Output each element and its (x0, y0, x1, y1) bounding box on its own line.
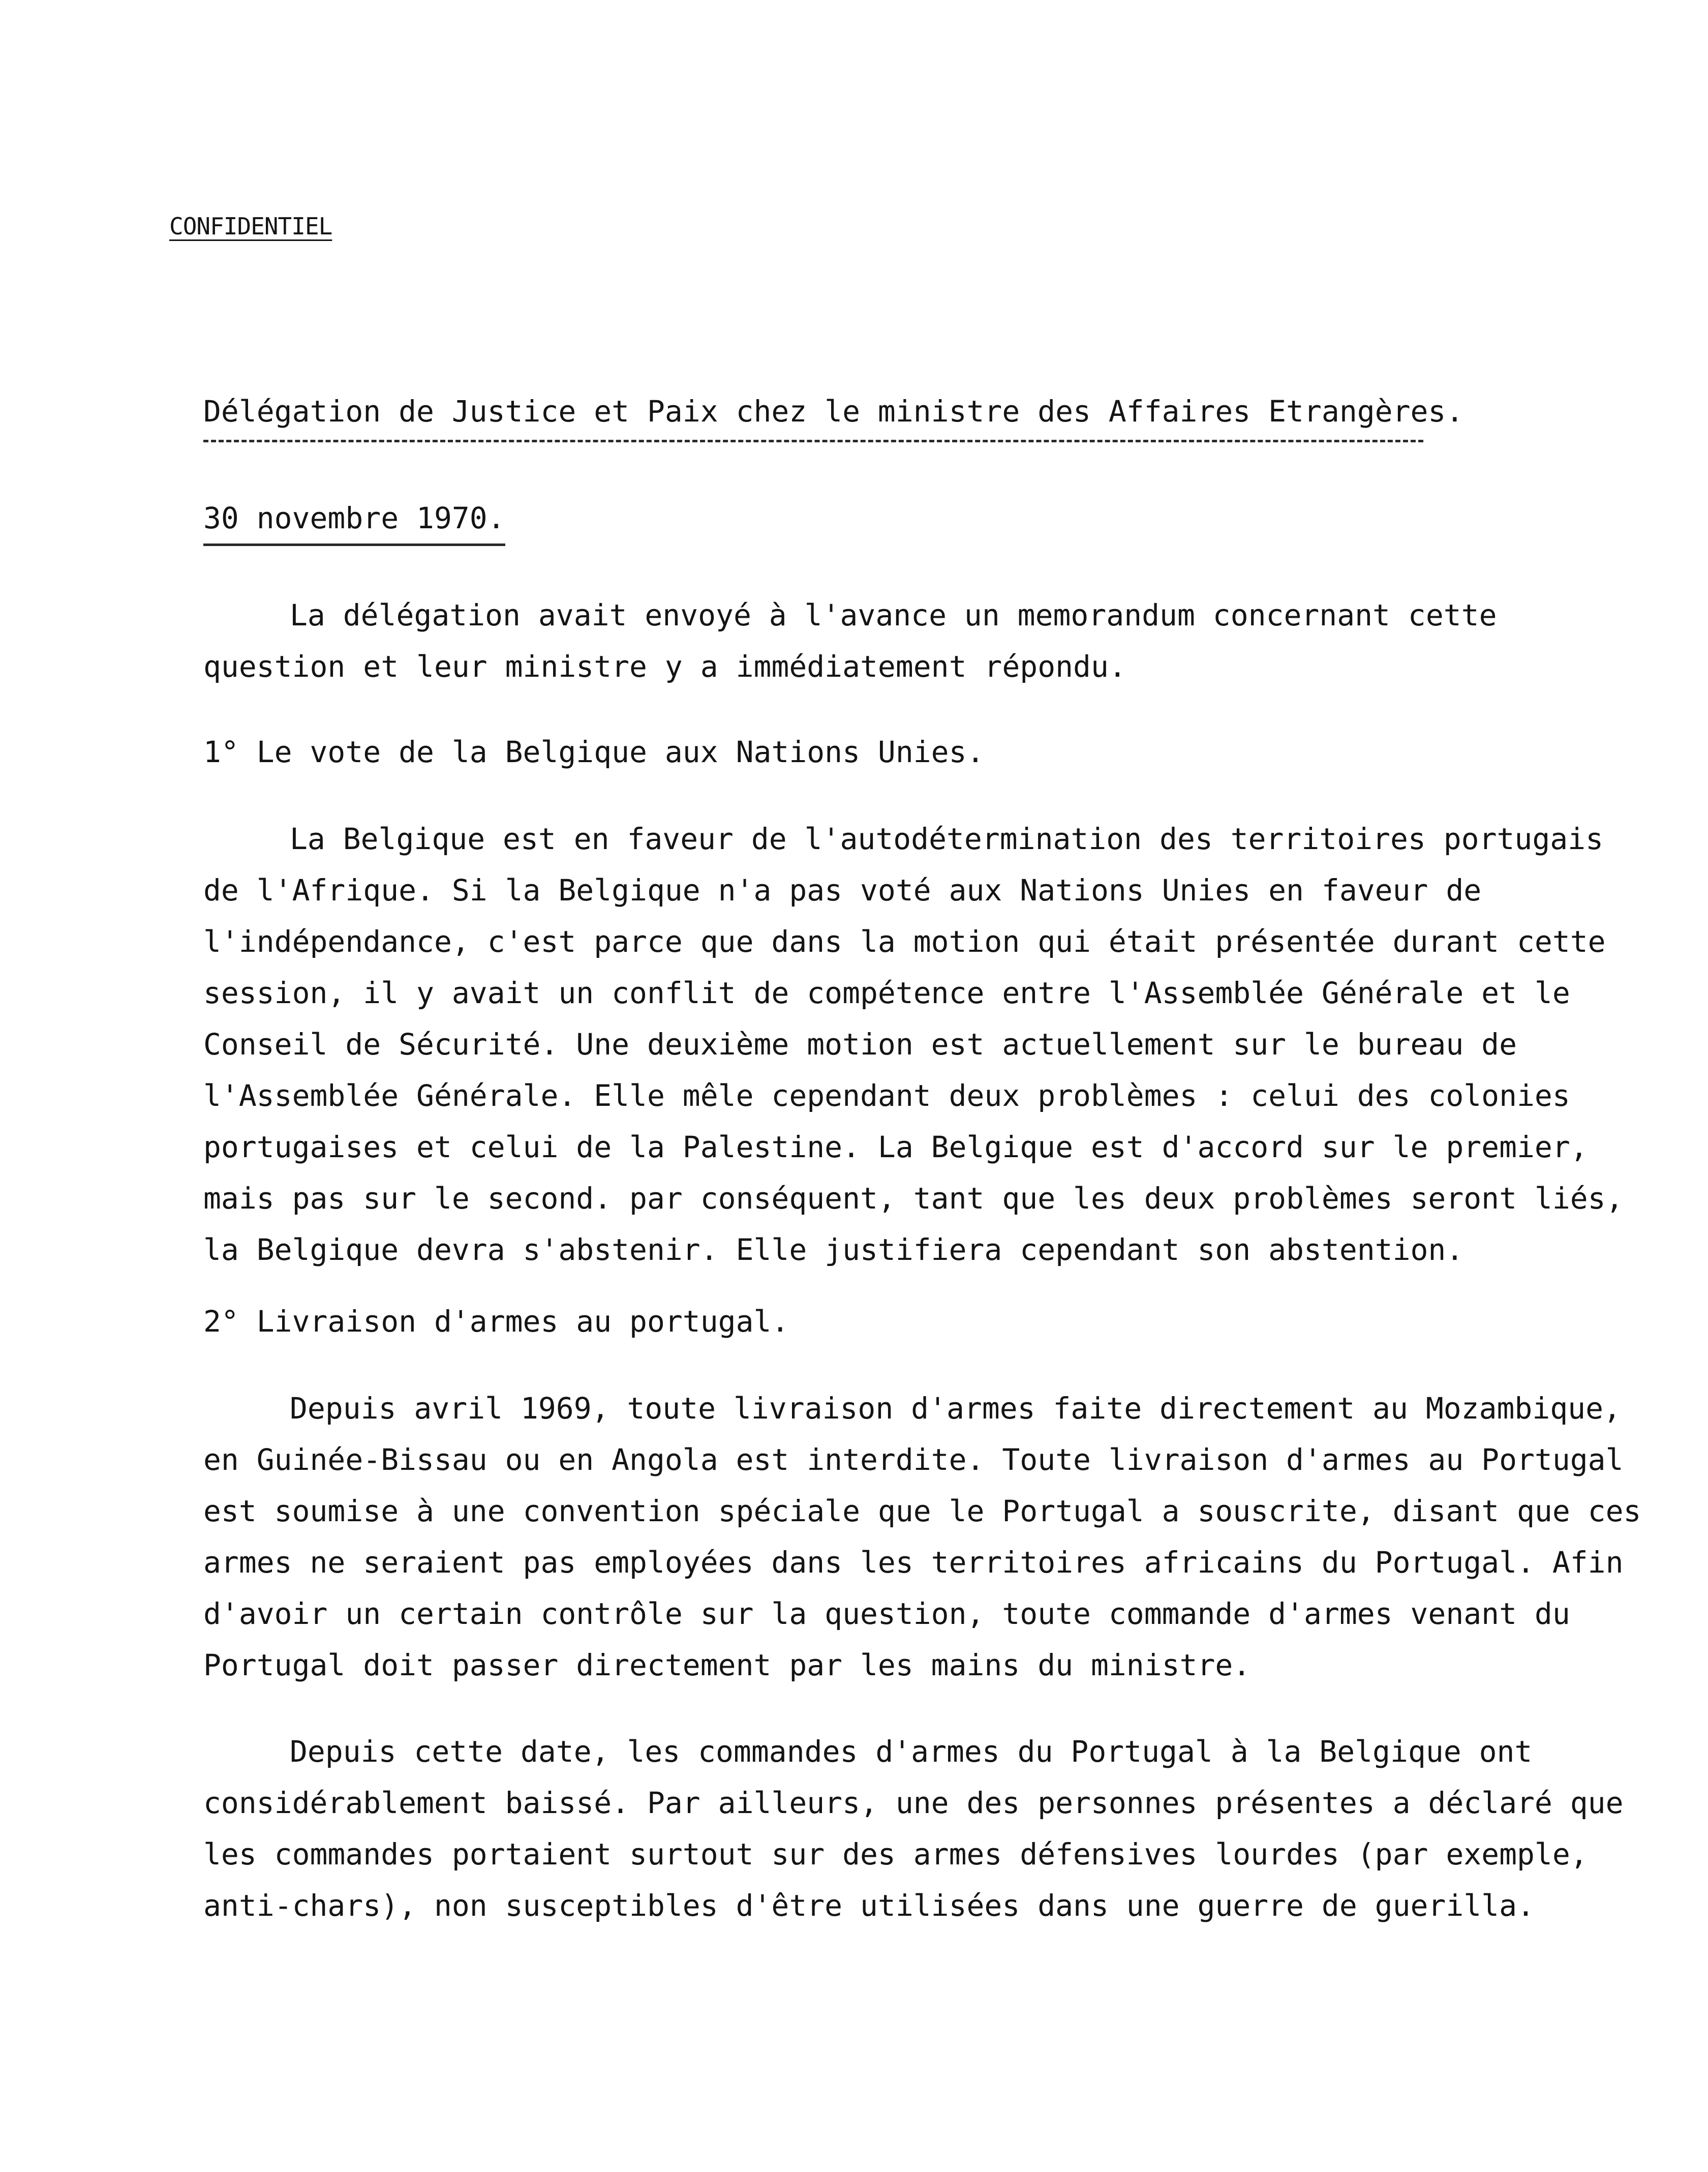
document-date: 30 novembre 1970. (203, 501, 505, 546)
section-arms-paragraph-2: Depuis cette date, les commandes d'armes du Portugal à la Belgique ont considérablement baissé. Par ailleurs, une des personnes présentes a déclaré que les commandes portaient surtout sur des armes défensives lourdes (par exemple, anti-chars), non susceptibles d'être utilisées dans une guerre de guerilla. (203, 1734, 1624, 1923)
classification-label: CONFIDENTIEL (169, 213, 332, 240)
section-heading-vote: 1° Le vote de la Belgique aux Nations Unies. (203, 735, 985, 769)
intro-paragraph: La délégation avait envoyé à l'avance un memorandum concernant cette question et leur ministre y a immédiatement répondu. (203, 598, 1497, 684)
document-title: Délégation de Justice et Paix chez le ministre des Affaires Etrangères. (203, 394, 1423, 442)
section-vote-paragraph: La Belgique est en faveur de l'autodétermination des territoires portugais de l'Afrique. Si la Belgique n'a pas voté aux Nations Unies en faveur de l'indépendance, c'est parce que dans la motion qui était présentée durant cette session, il y avait un conflit de compétence entre l'Assemblée Générale et le Conseil de Sécurité. Une deuxième motion est actuellement sur le bureau de l'Assemblée Générale. Elle mêle cependant deux problèmes : celui des colonies portugaises et celui de la Palestine. La Belgique est d'accord sur le premier, mais pas sur le second. par conséquent, tant que les deux problèmes seront liés, la Belgique devra s'abstenir. Elle justifiera cependant son abstention. (203, 822, 1624, 1267)
section-arms-paragraph-1: Depuis avril 1969, toute livraison d'armes faite directement au Mozambique, en Guinée-Bissau ou en Angola est interdite. Toute livraison d'armes au Portugal est soumise à une convention spéciale que le Portugal a souscrite, disant que ces armes ne seraient pas employées dans les territoires africains du Portugal. Afin d'avoir un certain contrôle sur la question, toute commande d'armes venant du Portugal doit passer directement par les mains du ministre. (203, 1391, 1641, 1682)
section-heading-arms: 2° Livraison d'armes au portugal. (203, 1304, 789, 1339)
